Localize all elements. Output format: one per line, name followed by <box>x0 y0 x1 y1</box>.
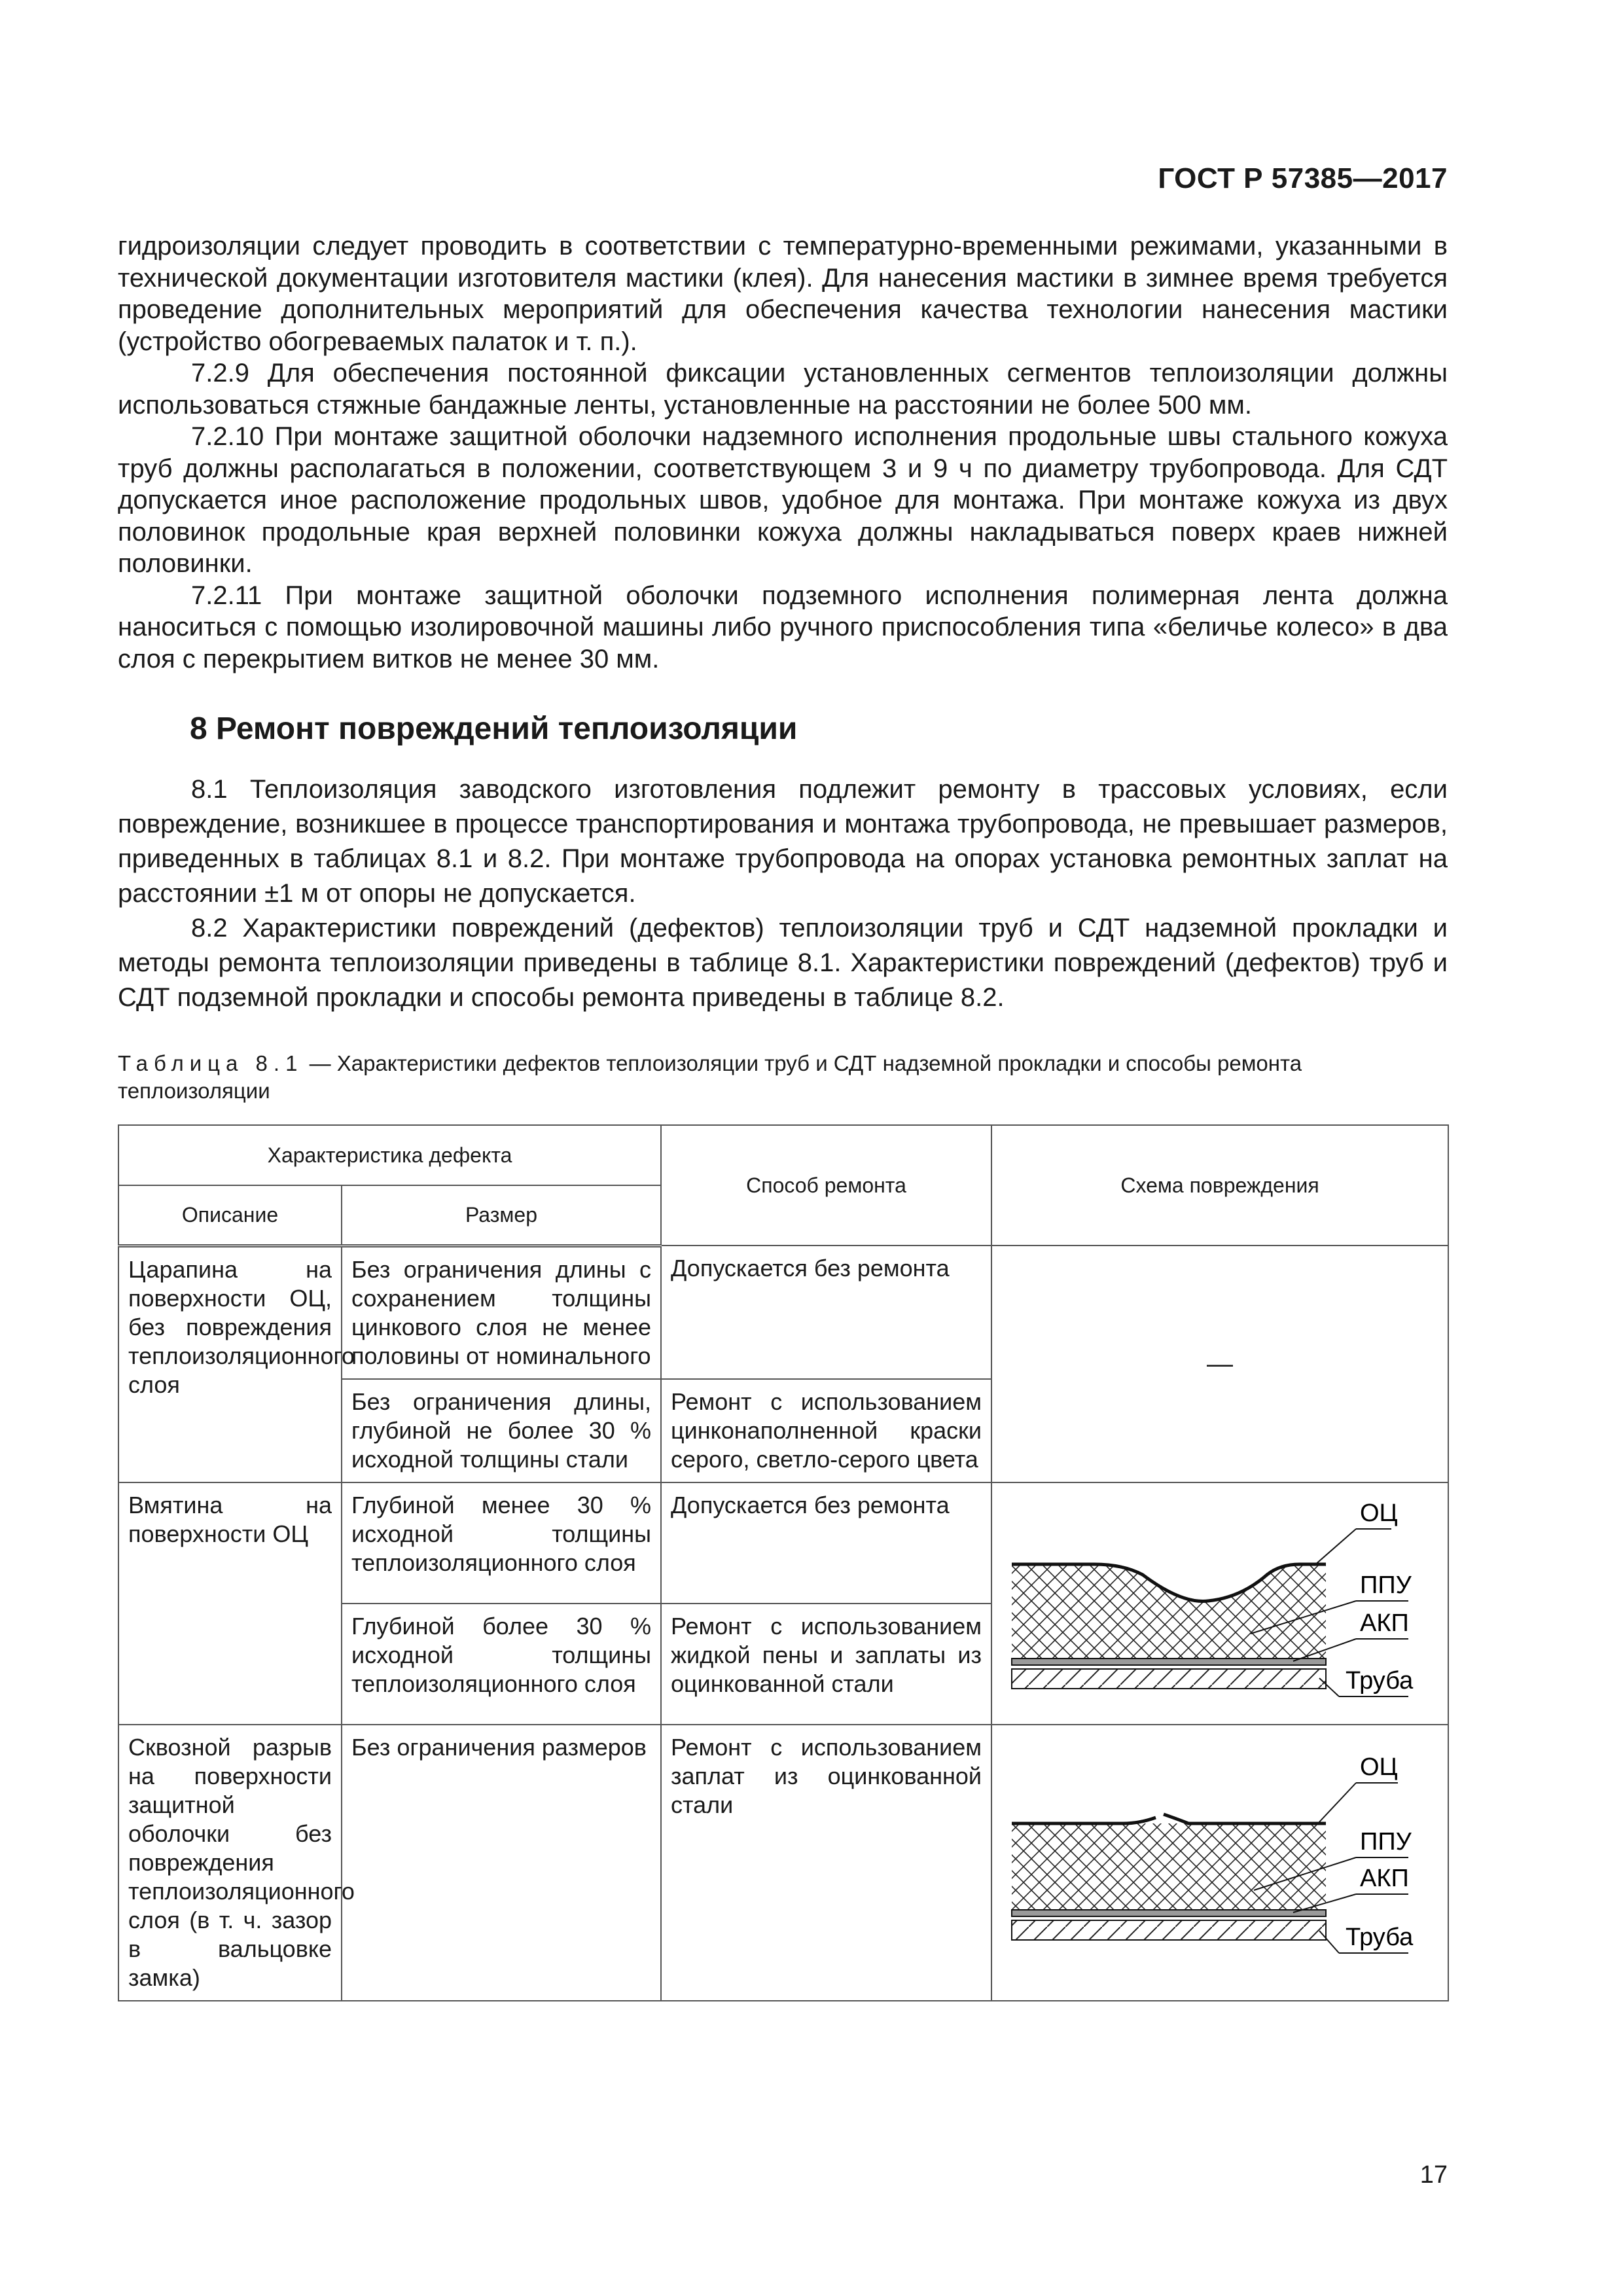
paragraph-7-2-11: 7.2.11 При монтаже защитной оболочки подземного исполнения полимерная лента должна наноситься с помощью изолировочной машины либо ручного приспособления типа «беличье колесо» в два слоя с перекрытием витков не менее 30 мм. <box>118 581 1448 673</box>
label-oc: ОЦ <box>1360 1499 1398 1527</box>
table-caption-label: Таблица 8.1 <box>118 1051 304 1075</box>
label-oc: ОЦ <box>1360 1753 1398 1781</box>
cell-repair: Ремонт с использованием жидкой пены и заплаты из оцинкованной стали <box>661 1604 991 1725</box>
label-akp: АКП <box>1360 1609 1409 1637</box>
header-size: Размер <box>342 1185 661 1246</box>
anticorrosion-layer <box>1012 1910 1326 1916</box>
pipe-wall <box>1012 1669 1326 1689</box>
cell-size: Без ограничения длины, глубиной не более 30 % исходной толщины стали <box>342 1379 661 1482</box>
defects-table <box>118 1124 1449 2001</box>
standard-code: ГОСТ Р 57385—2017 <box>1158 162 1448 194</box>
body-text <box>118 230 1448 675</box>
table-caption <box>118 1050 1448 1105</box>
paragraph-7-2-10: 7.2.10 При монтаже защитной оболочки надземного исполнения продольные швы стального кожуха труб должны располагаться в положении, соответствующем 3 и 9 ч по диаметру трубопровода. Для СДТ допускается иное расположение продольных швов, удобное для монтажа. При монтаже кожуха из двух половинок продольные края верхней половинки кожуха должны накладываться поверх краев нижней половинки. <box>118 422 1448 578</box>
cell-repair: Ремонт с использованием цинконаполненной краски серого, светло-серого цвета <box>661 1379 991 1482</box>
cell-description: Вмятина на поверхности ОЦ <box>118 1482 342 1725</box>
table-row <box>118 1725 1448 2001</box>
cell-description: Царапина на поверхности ОЦ, без повреждения теплоизоляционного слоя <box>118 1246 342 1482</box>
cell-size: Глубиной менее 30 % исходной толщины теплоизоляционного слоя <box>342 1482 661 1604</box>
label-pipe: Труба <box>1346 1666 1414 1695</box>
label-akp: АКП <box>1360 1864 1409 1892</box>
paragraph-continuation: гидроизоляции следует проводить в соответствии с температурно-временными режимами, указанными в технической документации изготовителя мастики (клея). Для нанесения мастики в зимнее время требуется проведение дополнительных мероприятий для обеспечения качества технологии нанесения мастики (устройство обогреваемых палаток и т. п.). <box>118 232 1448 356</box>
cell-repair: Допускается без ремонта <box>661 1482 991 1604</box>
insulation-layer <box>1012 1564 1326 1659</box>
header-repair-method: Способ ремонта <box>661 1125 991 1246</box>
label-pipe: Труба <box>1346 1923 1414 1951</box>
cell-repair: Ремонт с использованием заплат из оцинкованной стали <box>661 1725 991 2001</box>
zinc-shell-line-left <box>1012 1818 1156 1823</box>
page-number: 17 <box>1419 2161 1448 2189</box>
paragraph-8-1: 8.1 Теплоизоляция заводского изготовления подлежит ремонту в трассовых условиях, если повреждение, возникшее в процессе транспортирования и монтажа трубопровода, не превышает размеров, приведенных в таблицах 8.1 и 8.2. При монтаже трубопровода на опорах установка ремонтных заплат на расстоянии ±1 м от опоры не допускается. <box>118 775 1448 908</box>
table-row <box>118 1246 1448 1379</box>
cell-size: Без ограничения длины с сохранением толщины цинкового слоя не менее половины от номинального <box>342 1246 661 1379</box>
dent-scheme-cell <box>991 1482 1448 1725</box>
insulation-layer <box>1012 1823 1326 1910</box>
table-caption-text: — Характеристики дефектов теплоизоляции труб и СДТ надземной прокладки и способы ремонта теплоизоляции <box>118 1051 1302 1103</box>
section-text <box>118 772 1448 1015</box>
anticorrosion-layer <box>1012 1659 1326 1665</box>
cell-scheme-empty: — <box>991 1246 1448 1482</box>
paragraph-7-2-9: 7.2.9 Для обеспечения постоянной фиксации установленных сегментов теплоизоляции должны использоваться стяжные бандажные ленты, установленные на расстоянии не более 500 мм. <box>118 359 1448 420</box>
section-heading: 8 Ремонт повреждений теплоизоляции <box>190 711 798 746</box>
cell-description: Сквозной разрыв на поверхности защитной оболочки без повреждения теплоизоляционного слоя (в т. ч. зазор в вальцовке замка) <box>118 1725 342 2001</box>
rupture-scheme-diagram <box>992 1725 1449 1994</box>
cell-size: Глубиной более 30 % исходной толщины теплоизоляционного слоя <box>342 1604 661 1725</box>
cell-repair: Допускается без ремонта <box>661 1246 991 1379</box>
pipe-wall <box>1012 1920 1326 1940</box>
rupture-scheme-cell <box>991 1725 1448 2001</box>
label-ppu: ППУ <box>1360 1827 1412 1856</box>
header-damage-scheme: Схема повреждения <box>991 1125 1448 1246</box>
zinc-shell-line-right <box>1164 1814 1326 1823</box>
table-row <box>118 1482 1448 1604</box>
dent-scheme-diagram <box>992 1483 1449 1724</box>
paragraph-8-2: 8.2 Характеристики повреждений (дефектов) теплоизоляции труб и СДТ надземной прокладки и методы ремонта теплоизоляции приведены в таблице 8.1. Характеристики повреждений (дефектов) труб и СДТ подземной прокладки и способы ремонта приведены в таблице 8.2. <box>118 914 1448 1012</box>
header-description: Описание <box>118 1185 342 1246</box>
cell-size: Без ограничения размеров <box>342 1725 661 2001</box>
label-ppu: ППУ <box>1360 1571 1412 1599</box>
header-defect-characteristic: Характеристика дефекта <box>118 1125 661 1185</box>
